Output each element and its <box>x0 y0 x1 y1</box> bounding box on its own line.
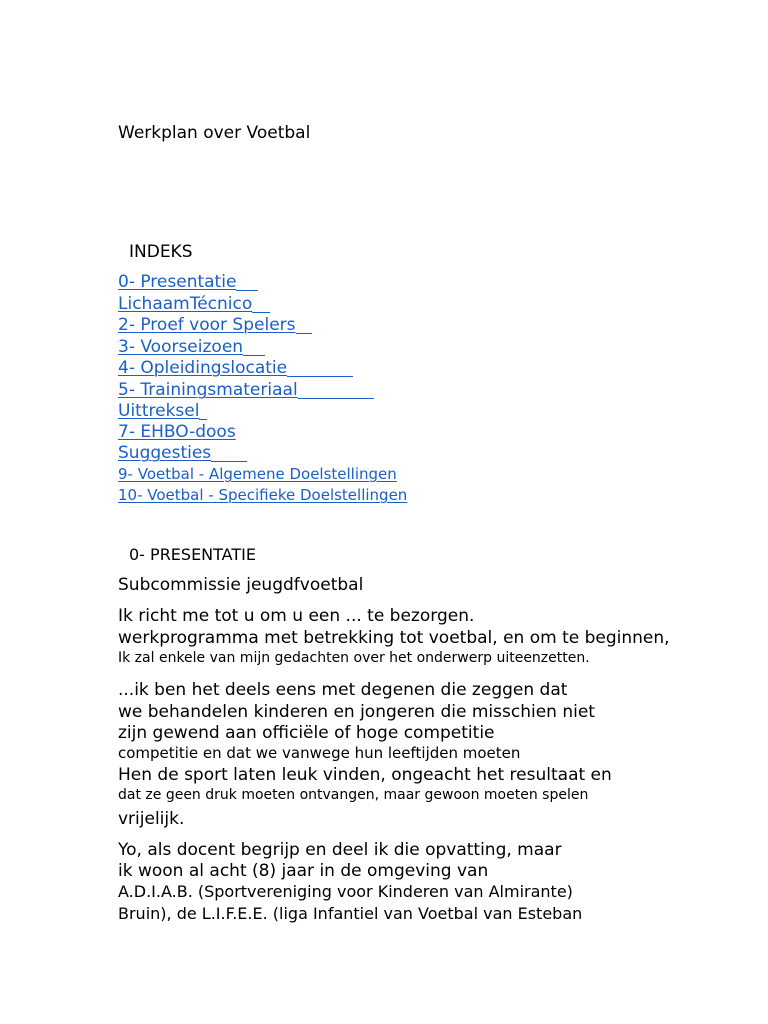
paragraph-line: ik woon al acht (8) jaar in de omgeving van <box>118 861 489 881</box>
subheading: Subcommissie jeugdfvoetbal <box>118 575 364 595</box>
paragraph-line: Hen de sport laten leuk vinden, ongeacht het resultaat en <box>118 765 612 785</box>
toc-link-opleidingslocatie[interactable]: 4- Opleidingslocatie <box>118 358 288 378</box>
toc-link-trainingsmateriaal[interactable]: 5- Trainingsmateriaal <box>118 380 298 400</box>
toc-link-presentatie[interactable]: 0- Presentatie <box>118 272 237 292</box>
paragraph-line: ...ik ben het deels eens met degenen die zeggen dat <box>118 680 568 700</box>
toc-link-ehbo-doos[interactable]: 7- EHBO-doos <box>118 422 236 442</box>
toc-link-uittreksel[interactable]: Uittreksel <box>118 401 200 421</box>
paragraph-line: Ik richt me tot u om u een ... te bezorgen. <box>118 606 475 626</box>
paragraph-line: Yo, als docent begrijp en deel ik die opvatting, maar <box>118 840 562 860</box>
paragraph-line: Ik zal enkele van mijn gedachten over het onderwerp uiteenzetten. <box>118 650 590 666</box>
paragraph-line: we behandelen kinderen en jongeren die misschien niet <box>118 702 595 722</box>
toc-link-specifieke-doelstellingen[interactable]: 10- Voetbal - Specifieke Doelstellingen <box>118 486 408 504</box>
paragraph-line: Bruin), de L.I.F.E.E. (liga Infantiel van Voetbal van Esteban <box>118 904 583 923</box>
paragraph-line: vrijelijk. <box>118 809 185 829</box>
toc-link-suggesties[interactable]: Suggesties <box>118 443 212 463</box>
paragraph-line: competitie en dat we vanwege hun leeftijden moeten <box>118 744 521 762</box>
toc-link-voorseizoen[interactable]: 3- Voorseizoen <box>118 337 244 357</box>
section-heading: 0- PRESENTATIE <box>129 545 256 564</box>
toc-link-algemene-doelstellingen[interactable]: 9- Voetbal - Algemene Doelstellingen <box>118 465 397 483</box>
toc-link-lichaamtecnico[interactable]: LichaamTécnico <box>118 294 253 314</box>
paragraph-line: zijn gewend aan officiële of hoge competitie <box>118 723 495 743</box>
toc-link-proef-voor-spelers[interactable]: 2- Proef voor Spelers <box>118 315 296 335</box>
index-heading: INDEKS <box>129 242 193 262</box>
document-title: Werkplan over Voetbal <box>118 123 311 143</box>
paragraph-line: dat ze geen druk moeten ontvangen, maar gewoon moeten spelen <box>118 787 589 803</box>
paragraph-line: A.D.I.A.B. (Sportvereniging voor Kinderen van Almirante) <box>118 882 573 901</box>
paragraph-line: werkprogramma met betrekking tot voetbal, en om te beginnen, <box>118 628 670 648</box>
